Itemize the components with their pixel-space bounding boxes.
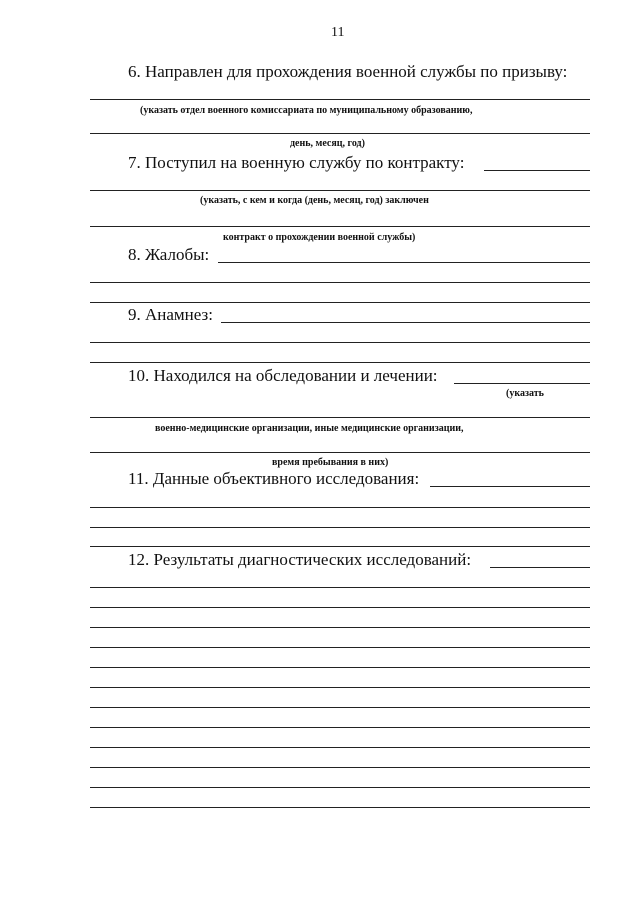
section-11-line-1[interactable]	[90, 507, 590, 508]
section-12-line-9[interactable]	[90, 747, 590, 748]
section-11-line-2[interactable]	[90, 527, 590, 528]
section-10-note-3: время пребывания в них)	[272, 457, 389, 468]
section-12-line-7[interactable]	[90, 707, 590, 708]
section-7-line-1[interactable]	[90, 190, 590, 191]
section-12-line-8[interactable]	[90, 727, 590, 728]
section-7-note-1: (указать, с кем и когда (день, месяц, год) заключен	[200, 195, 429, 206]
section-11-inline-line[interactable]	[430, 486, 590, 487]
section-11-heading: 11. Данные объективного исследования:	[128, 469, 420, 488]
section-12-heading: 12. Результаты диагностических исследований:	[128, 550, 472, 569]
section-12-line-2[interactable]	[90, 607, 590, 608]
section-8-line-2[interactable]	[90, 302, 590, 303]
section-6-heading: 6. Направлен для прохождения военной службы по призыву:	[128, 62, 568, 81]
section-12-line-11[interactable]	[90, 787, 590, 788]
section-10-note-1: (указать	[506, 388, 544, 399]
section-10-inline-line[interactable]	[454, 383, 590, 384]
section-8-line-1[interactable]	[90, 282, 590, 283]
section-12-line-1[interactable]	[90, 587, 590, 588]
section-9-heading: 9. Анамнез:	[128, 305, 213, 324]
section-8-inline-line[interactable]	[218, 262, 590, 263]
section-11-line-3[interactable]	[90, 546, 590, 547]
section-12-line-10[interactable]	[90, 767, 590, 768]
section-9-line-1[interactable]	[90, 342, 590, 343]
page-number: 11	[331, 25, 345, 40]
section-7-line-2[interactable]	[90, 226, 590, 227]
section-12-line-5[interactable]	[90, 667, 590, 668]
section-9-line-2[interactable]	[90, 362, 590, 363]
section-8-heading: 8. Жалобы:	[128, 245, 210, 264]
section-10-line-1[interactable]	[90, 417, 590, 418]
section-6-line-2[interactable]	[90, 133, 590, 134]
section-12-line-12[interactable]	[90, 807, 590, 808]
section-12-line-6[interactable]	[90, 687, 590, 688]
section-7-note-2: контракт о прохождении военной службы)	[223, 232, 416, 243]
section-6-note-1: (указать отдел военного комиссариата по муниципальному образованию,	[140, 105, 473, 116]
section-7-heading: 7. Поступил на военную службу по контракту:	[128, 153, 465, 172]
section-10-note-2: военно-медицинские организации, иные медицинские организации,	[155, 423, 464, 434]
section-12-line-4[interactable]	[90, 647, 590, 648]
section-10-heading: 10. Находился на обследовании и лечении:	[128, 366, 438, 385]
section-10-line-2[interactable]	[90, 452, 590, 453]
section-7-inline-line[interactable]	[484, 170, 590, 171]
section-9-inline-line[interactable]	[221, 322, 590, 323]
section-6-line-1[interactable]	[90, 99, 590, 100]
section-6-note-2: день, месяц, год)	[290, 138, 365, 149]
section-12-inline-line[interactable]	[490, 567, 590, 568]
section-12-line-3[interactable]	[90, 627, 590, 628]
